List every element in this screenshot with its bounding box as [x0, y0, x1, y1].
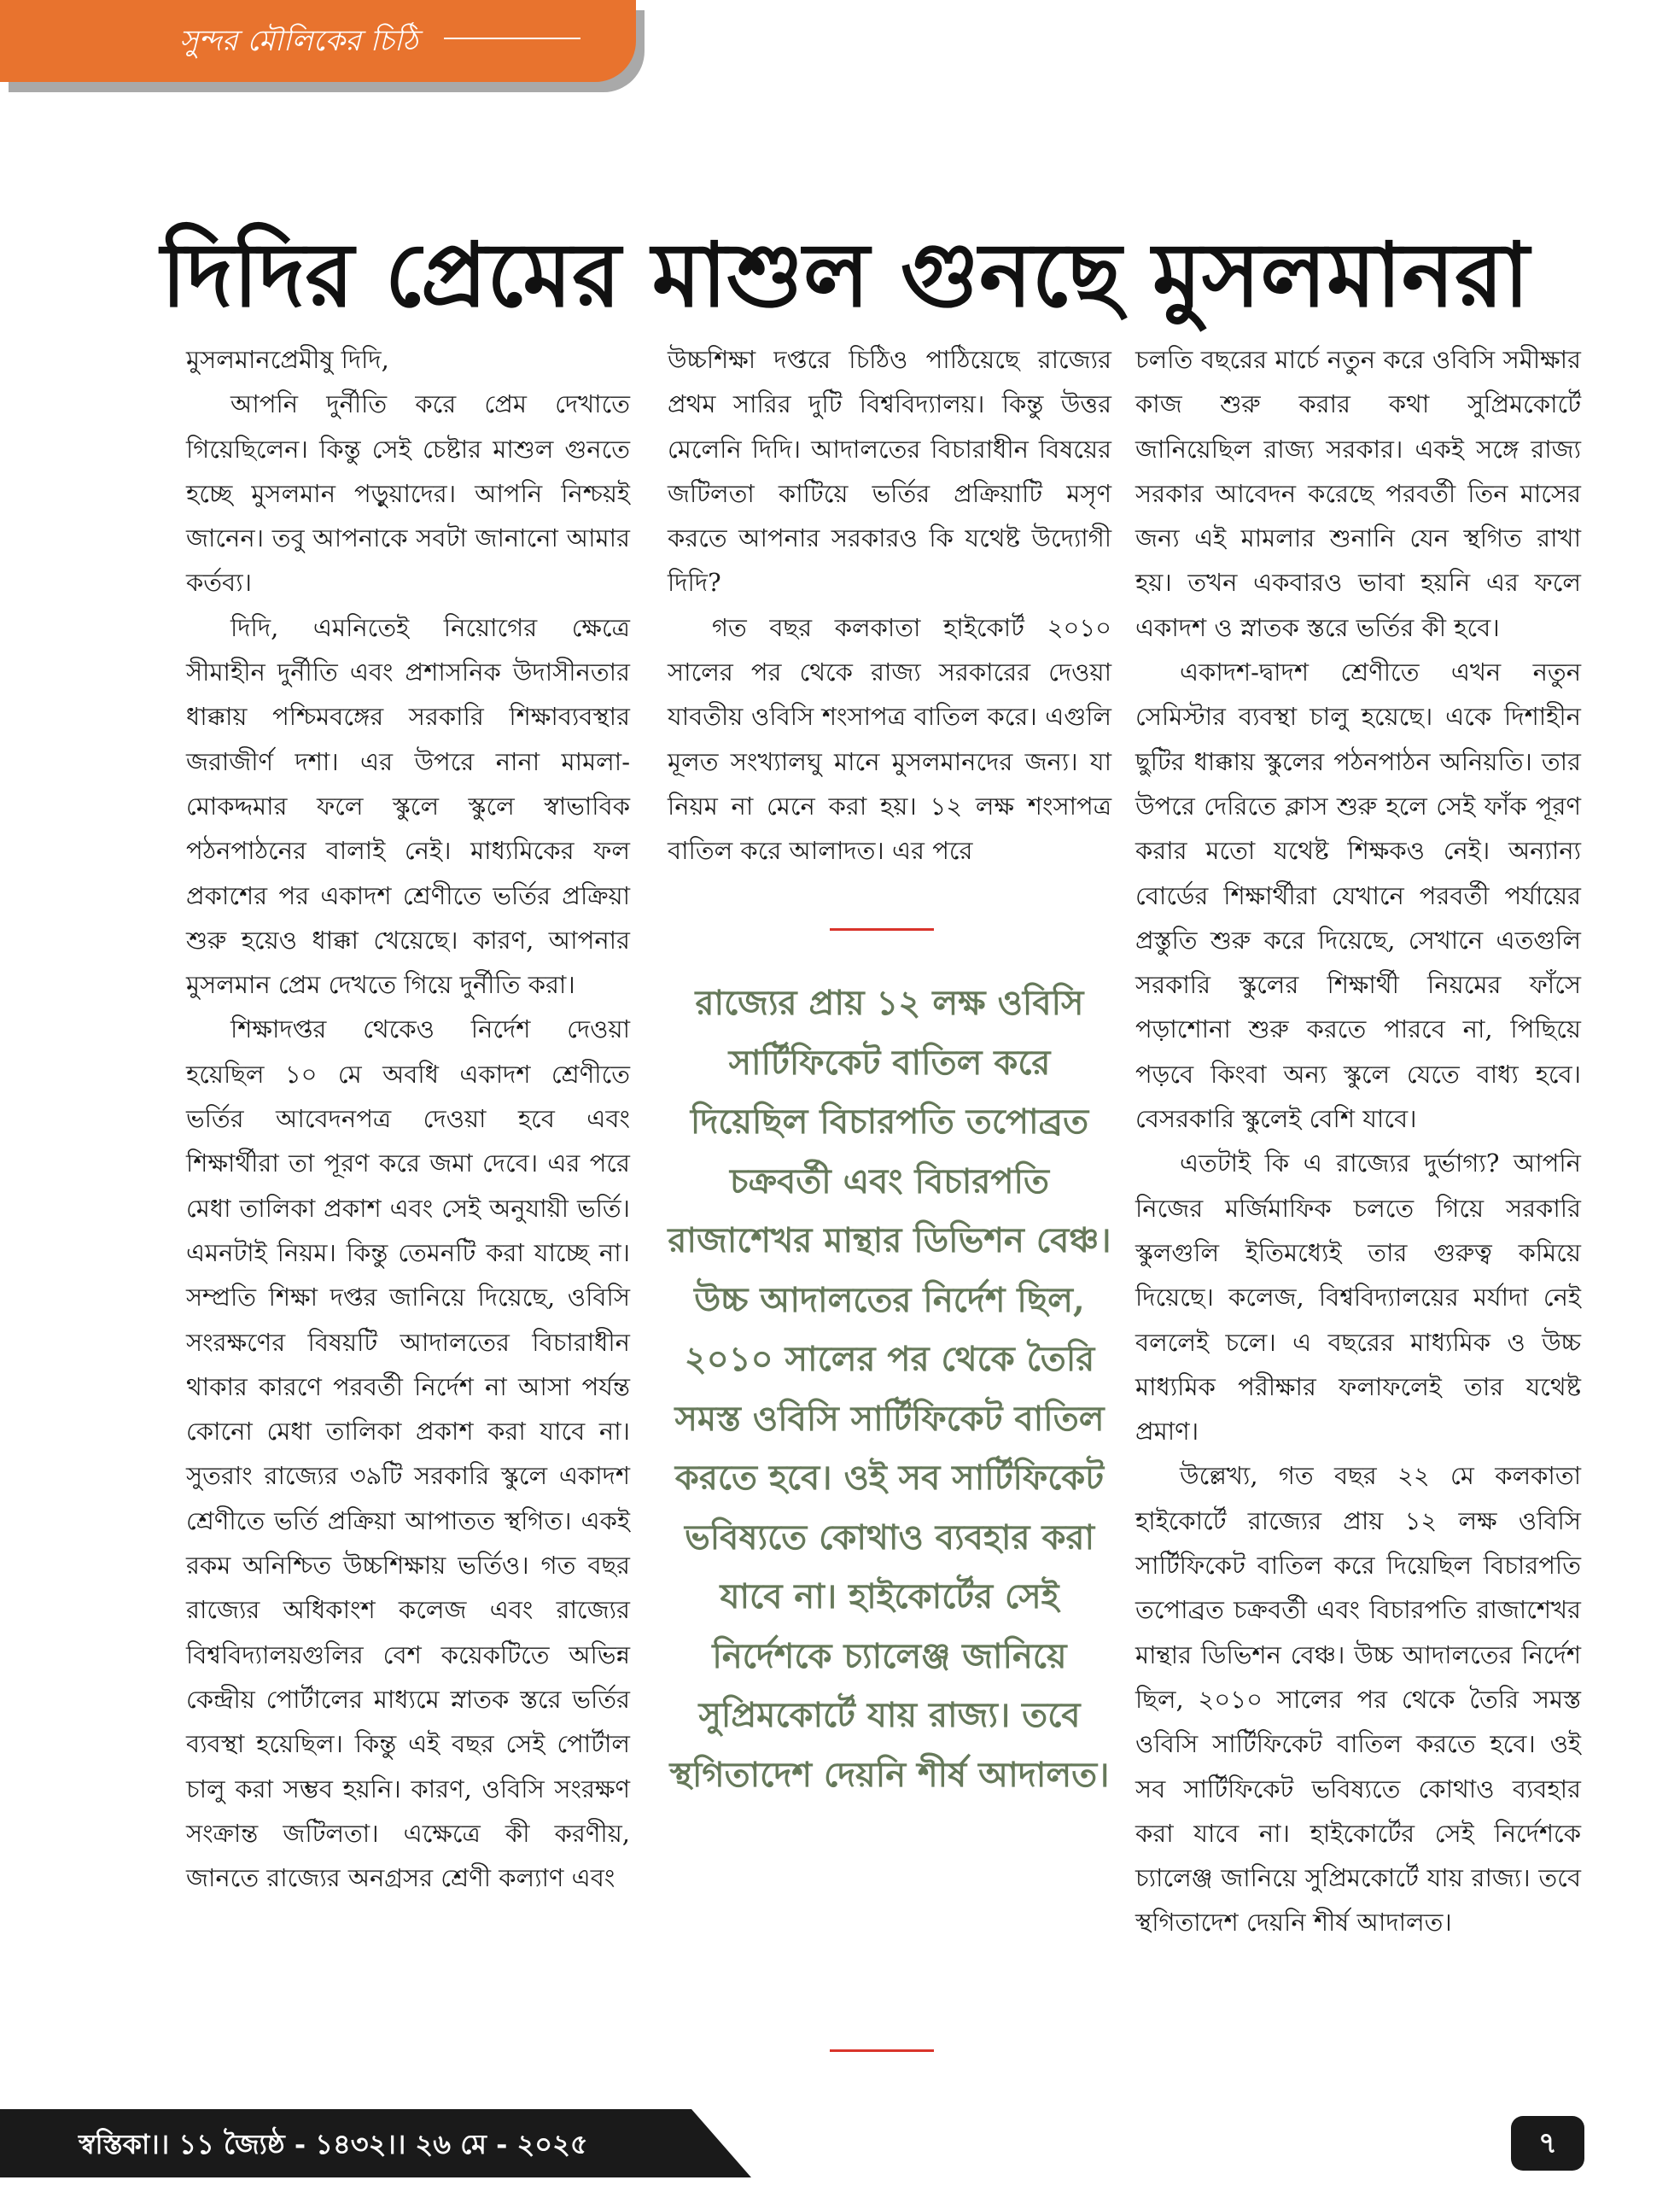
headline: দিদির প্রেমের মাশুল গুনছে মুসলমানরা [160, 221, 1530, 327]
section-tab-rule [444, 38, 580, 39]
paragraph: শিক্ষাদপ্তর থেকেও নির্দেশ দেওয়া হয়েছিল ১০ মে অবধি একাদশ শ্রেণীতে ভর্তির আবেদনপত্র দেওয়া হবে এবং শিক্ষার্থীরা তা পূরণ করে জমা দেবে। এর পরে মেধা তালিকা প্রকাশ এবং সেই অনুযায়ী ভর্তি। এমনটাই নিয়ম। কিন্তু তেমনটি করা যাচ্ছে না। সম্প্রতি শিক্ষা দপ্তর জানিয়ে দিয়েছে, ওবিসি সংরক্ষণের বিষয়টি আদালতের বিচারাধীন থাকার কারণে পরবর্তী নির্দেশ না আসা পর্যন্ত কোনো মেধা তালিকা প্রকাশ করা যাবে না। সুতরাং রাজ্যের ৩৯টি সরকারি স্কুলে একাদশ শ্রেণীতে ভর্তি প্রক্রিয়া আপাতত স্থগিত। একই রকম অনিশ্চিত উচ্চশিক্ষায় ভর্তিও। গত বছর রাজ্যের অধিকাংশ কলেজ এবং রাজ্যের বিশ্ববিদ্যালয়গুলির বেশ কয়েকটিতে অভিন্ন কেন্দ্রীয় পোর্টালের মাধ্যমে স্নাতক স্তরে ভর্তির ব্যবস্থা হয়েছিল। কিন্তু এই বছর সেই পোর্টাল চালু করা সম্ভব হয়নি। কারণ, ওবিসি সংরক্ষণ সংক্রান্ত জটিলতা। এক্ষেত্রে কী করণীয়, জানতে রাজ্যের অনগ্রসর শ্রেণী কল্যাণ এবং [186, 1014, 630, 1893]
footer-masthead: স্বস্তিকা।। ১১ জ্যৈষ্ঠ - ১৪৩২।। ২৬ মে - ২০২৫ [79, 2128, 588, 2160]
section-label: সুন্দর মৌলিকের চিঠি [179, 24, 418, 58]
paragraph: এতটাই কি এ রাজ্যের দুর্ভাগ্য? আপনি নিজের মর্জিমাফিক চলতে গিয়ে সরকারি স্কুলগুলি ইতিমধ্যেই তার গুরুত্ব কমিয়ে দিয়েছে। কলেজ, বিশ্ববিদ্যালয়ের মর্যাদা নেই বললেই চলে। এ বছরের মাধ্যমিক ও উচ্চ মাধ্যমিক পরীক্ষার ফলাফলেই তার যথেষ্ট প্রমাণ। [1135, 1149, 1581, 1447]
paragraph: উল্লেখ্য, গত বছর ২২ মে কলকাতা হাইকোর্টে রাজ্যের প্রায় ১২ লক্ষ ওবিসি সার্টিফিকেট বাতিল করে দিয়েছিল বিচারপতি তপোব্রত চক্রবর্তী এবং বিচারপতি রাজাশেখর মান্থার ডিভিশন বেঞ্চ। উচ্চ আদালতের নির্দেশ ছিল, ২০১০ সালের পর থেকে তৈরি সমস্ত ওবিসি সার্টিফিকেট বাতিল করতে হবে। ওই সব সার্টিফিকেট ভবিষ্যতে কোথাও ব্যবহার করা যাবে না। হাইকোর্টের সেই নির্দেশকে চ্যালেঞ্জ জানিয়ে সুপ্রিমকোর্টে যায় রাজ্য। তবে স্থগিতাদেশ দেয়নি শীর্ষ আদালত। [1135, 1461, 1581, 1938]
paragraph: চলতি বছরের মার্চে নতুন করে ওবিসি সমীক্ষার কাজ শুরু করার কথা সুপ্রিমকোর্টে জানিয়েছিল রাজ্য সরকার। একই সঙ্গে রাজ্য সরকার আবেদন করেছে পরবর্তী তিন মাসের জন্য এই মামলার শুনানি যেন স্থগিত রাখা হয়। তখন একবারও ভাবা হয়নি এর ফলে একাদশ ও স্নাতক স্তরে ভর্তির কী হবে। [1135, 345, 1581, 642]
pull-quote-rule-bottom [830, 2049, 934, 2052]
paragraph: গত বছর কলকাতা হাইকোর্ট ২০১০ সালের পর থেকে রাজ্য সরকারের দেওয়া যাবতীয় ওবিসি শংসাপত্র বাতিল করে। এগুলি মূলত সংখ্যালঘু মানে মুসলমানদের জন্য। যা নিয়ম না মেনে করা হয়। ১২ লক্ষ শংসাপত্র বাতিল করে আলাদত। এর পরে [668, 612, 1111, 866]
article-column-3 [1135, 337, 1581, 1945]
paragraph: একাদশ-দ্বাদশ শ্রেণীতে এখন নতুন সেমিস্টার ব্যবস্থা চালু হয়েছে। একে দিশাহীন ছুটির ধাক্কায় স্কুলের পঠনপাঠন অনিয়তি। তার উপরে দেরিতে ক্লাস শুরু হলে সেই ফাঁক পূরণ করার মতো যথেষ্ট শিক্ষকও নেই। অন্যান্য বোর্ডের শিক্ষার্থীরা যেখানে পরবর্তী পর্যায়ের প্রস্তুতি শুরু করে দিয়েছে, সেখানে এতগুলি সরকারি স্কুলের শিক্ষার্থী নিয়মের ফাঁসে পড়াশোনা শুরু করতে পারবে না, পিছিয়ে পড়বে কিংবা অন্য স্কুলে যেতে বাধ্য হবে। বেসরকারি স্কুলেই বেশি যাবে। [1135, 658, 1581, 1134]
page-number: ৭ [1537, 2126, 1558, 2160]
pull-quote: রাজ্যের প্রায় ১২ লক্ষ ওবিসি সার্টিফিকেট বাতিল করে দিয়েছিল বিচারপতি তপোব্রত চক্রবর্তী এবং বিচারপতি রাজাশেখর মান্থার ডিভিশন বেঞ্চ। উচ্চ আদালতের নির্দেশ ছিল, ২০১০ সালের পর থেকে তৈরি সমস্ত ওবিসি সার্টিফিকেট বাতিল করতে হবে। ওই সব সার্টিফিকেট ভবিষ্যতে কোথাও ব্যবহার করা যাবে না। হাইকোর্টের সেই নির্দেশকে চ্যালেঞ্জ জানিয়ে সুপ্রিমকোর্টে যায় রাজ্য। তবে স্থগিতাদেশ দেয়নি শীর্ষ আদালত। [668, 983, 1111, 1795]
article-column-2 [668, 337, 1111, 874]
salutation: মুসলমানপ্রেমীষু দিদি, [186, 345, 389, 374]
paragraph: আপনি দুর্নীতি করে প্রেম দেখাতে গিয়েছিলেন। কিন্তু সেই চেষ্টার মাশুল গুনতে হচ্ছে মুসলমান পড়ুয়াদের। আপনি নিশ্চয়ই জানেন। তবু আপনাকে সবটা জানানো আমার কর্তব্য। [186, 389, 630, 598]
article-column-1 [186, 337, 630, 1900]
paragraph: দিদি, এমনিতেই নিয়োগের ক্ষেত্রে সীমাহীন দুর্নীতি এবং প্রশাসনিক উদাসীনতার ধাক্কায় পশ্চিমবঙ্গের সরকারি শিক্ষাব্যবস্থার জরাজীর্ণ দশা। এর উপরে নানা মামলা-মোকদ্দমার ফলে স্কুলে স্কুলে স্বাভাবিক পঠনপাঠনের বালাই নেই। মাধ্যমিকের ফল প্রকাশের পর একাদশ শ্রেণীতে ভর্তির প্রক্রিয়া শুরু হয়েও ধাক্কা খেয়েছে। কারণ, আপনার মুসলমান প্রেম দেখতে গিয়ে দুর্নীতি করা। [186, 612, 630, 1000]
pull-quote-rule-top [830, 928, 934, 931]
paragraph: উচ্চশিক্ষা দপ্তরে চিঠিও পাঠিয়েছে রাজ্যের প্রথম সারির দুটি বিশ্ববিদ্যালয়। কিন্তু উত্তর মেলেনি দিদি। আদালতের বিচারাধীন বিষয়ের জটিলতা কাটিয়ে ভর্তির প্রক্রিয়াটি মসৃণ করতে আপনার সরকারও কি যথেষ্ট উদ্যোগী দিদি? [668, 345, 1111, 598]
